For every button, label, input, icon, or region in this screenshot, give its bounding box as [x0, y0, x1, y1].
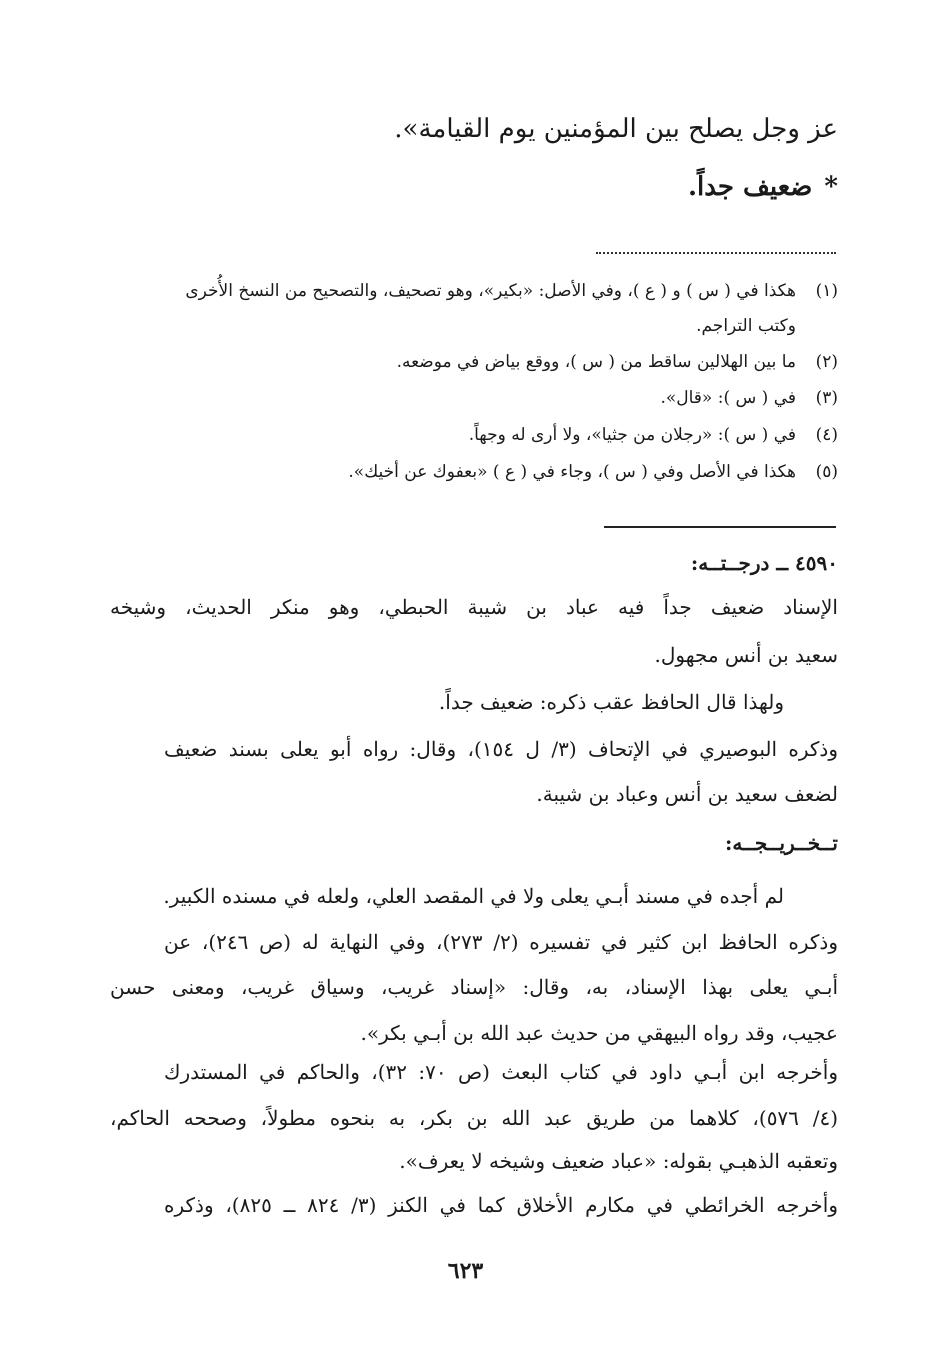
page-number: ٦٢٣ [447, 1258, 484, 1284]
footnote-number: (١) [815, 281, 838, 301]
asterisk-icon: * [824, 172, 838, 202]
paragraph-line: وذكره الحافظ ابن كثير في تفسيره (٢/ ٢٧٣)، وفي النهاية له (ص ٢٤٦)، عن [164, 930, 838, 954]
paragraph-line: وذكره البوصيري في الإتحاف (٣/ ل ١٥٤)، وقال: رواه أبو يعلى بسند ضعيف [164, 737, 839, 761]
footnote-text: ما بين الهلالين ساقط من ( س )، ووقع بياض في موضعه. [396, 352, 796, 372]
footnote-text: في ( س ): «رجلان من جثيا»، ولا أرى له وجهاً. [468, 425, 796, 445]
footnote-2 [397, 352, 838, 372]
footnote-4 [469, 425, 838, 445]
paragraph-line: عجيب، وقد رواه البيهقي من حديث عبد الله بن أبـي بكر». [360, 1021, 838, 1045]
footnote-number: (٢) [815, 352, 838, 372]
footnote-3 [660, 388, 838, 408]
footnote-text: هكذا في ( س ) و ( ع )، وفي الأصل: «بكير»، وهو تصحيف، والتصحيح من النسخ الأُخرى [185, 281, 796, 301]
footnote-5 [348, 462, 838, 482]
paragraph-line: وتعقبه الذهبـي بقوله: «عباد ضعيف وشيخه لا يعرف». [399, 1149, 838, 1173]
footnote-separator-dots [596, 252, 836, 256]
verdict-text: ضعيف جداً. [687, 172, 813, 202]
footnote-1-continuation: وكتب التراجم. [696, 316, 796, 336]
footnote-text: في ( س ): «قال». [660, 388, 796, 408]
paragraph-line: لضعف سعيد بن أنس وعباد بن شيبة. [536, 782, 838, 806]
paragraph-line: (٤/ ٥٧٦)، كلاهما من طريق عبد الله بن بكر، به بنحوه مطولاً، وصححه الحاكم، [110, 1106, 838, 1130]
paragraph-line: وأخرجه ابن أبـي داود في كتاب البعث (ص ٧٠: ٣٢)، والحاكم في المستدرك [164, 1060, 838, 1084]
footnote-number: (٣) [815, 388, 838, 408]
paragraph-line: سعيد بن أنس مجهول. [654, 643, 838, 667]
hadith-text-line: عز وجل يصلح بين المؤمنين يوم القيامة». [394, 114, 838, 144]
paragraph-line: لم أجده في مسند أبـي يعلى ولا في المقصد العلي، ولعله في مسنده الكبير. [163, 884, 784, 908]
paragraph-line: وأخرجه الخرائطي في مكارم الأخلاق كما في الكنز (٣/ ٨٢٤ ــ ٨٢٥)، وذكره [164, 1193, 838, 1217]
paragraph-line: الإسناد ضعيف جداً فيه عباد بن شيبة الحبطي، وهو منكر الحديث، وشيخه [110, 595, 838, 619]
footnote-text: هكذا في الأصل وفي ( س )، وجاء في ( ع ) «بعفوك عن أخيك». [348, 462, 796, 482]
section-rule [604, 526, 836, 528]
paragraph-line: أبـي يعلى بهذا الإسناد، به، وقال: «إسناد غريب، وسياق غريب، ومعنى حسن [110, 975, 838, 999]
takhrij-heading: تــخــريــجــه: [725, 831, 838, 855]
grade-heading: ٤٥٩٠ ــ درجــتــه: [690, 551, 838, 575]
verdict-line [688, 172, 838, 202]
footnote-1 [185, 281, 838, 301]
paragraph-line: ولهذا قال الحافظ عقب ذكره: ضعيف جداً. [438, 690, 784, 714]
footnote-number: (٤) [815, 425, 838, 445]
footnote-number: (٥) [815, 462, 838, 482]
